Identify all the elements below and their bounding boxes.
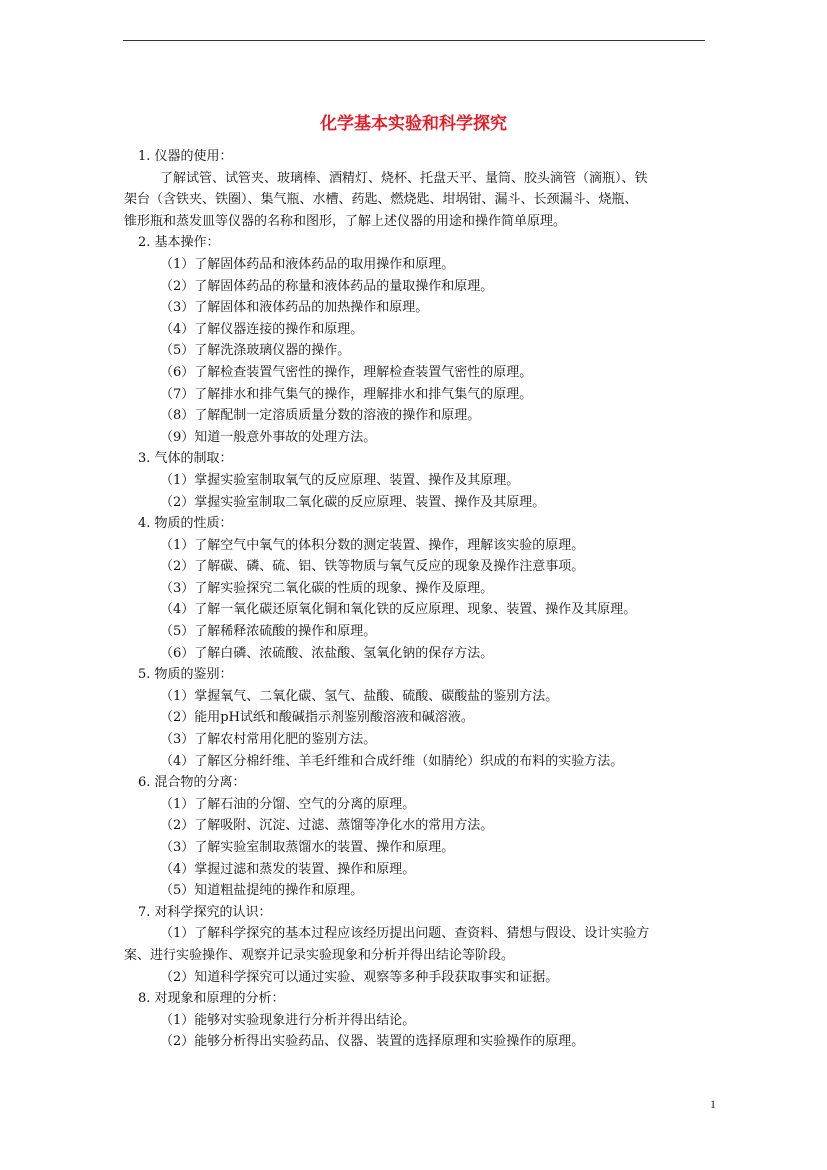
page-number: 1 xyxy=(710,1097,716,1111)
body-line: （5）了解稀释浓硫酸的操作和原理。 xyxy=(160,624,377,640)
body-line: （5）了解洗涤玻璃仪器的操作。 xyxy=(160,343,351,359)
body-line: （1）了解空气中氧气的体积分数的测定装置、操作，理解该实验的原理。 xyxy=(160,537,585,553)
section-heading: 8. 对现象和原理的分析： xyxy=(138,991,285,1007)
body-line: 了解试管、试管夹、玻璃棒、酒精灯、烧杯、托盘天平、量筒、胶头滴管（滴瓶）、铁 xyxy=(160,170,648,186)
section-heading: 1. 仪器的使用： xyxy=(138,149,233,164)
body-line: （9）知道一般意外事故的处理方法。 xyxy=(160,429,377,445)
body-line: （2）能用pH试纸和酸碱指示剂鉴别酸溶液和碱溶液。 xyxy=(160,710,474,726)
body-line: （4）了解仪器连接的操作和原理。 xyxy=(160,321,364,337)
body-line: 锥形瓶和蒸发皿等仪器的名称和图形，了解上述仪器的用途和操作简单原理。 xyxy=(124,213,567,229)
body-line: （1）掌握氧气、二氧化碳、氢气、盐酸、硫酸、碳酸盐的鉴别方法。 xyxy=(160,688,559,704)
section-heading: 4. 物质的性质： xyxy=(138,516,233,532)
body-line: （8）了解配制一定溶质质量分数的溶液的操作和原理。 xyxy=(160,408,481,424)
body-line: （5）知道粗盐提纯的操作和原理。 xyxy=(160,883,364,899)
body-line: （3）了解实验室制取蒸馏水的装置、操作和原理。 xyxy=(160,840,455,855)
body-line: （2）了解固体药品的称量和液体药品的量取操作和原理。 xyxy=(160,278,494,294)
body-line: （2）能够分析得出实验药品、仪器、装置的选择原理和实验操作的原理。 xyxy=(160,1034,585,1050)
body-line: 案、进行实验操作、观察并记录实验现象和分析并得出结论等阶段。 xyxy=(124,947,515,963)
body-line: （2）了解碳、磷、硫、铝、铁等物质与氧气反应的现象及操作注意事项。 xyxy=(160,559,585,575)
body-line: （4）了解一氧化碳还原氧化铜和氧化铁的反应原理、现象、装置、操作及其原理。 xyxy=(160,602,637,618)
body-line: 架台（含铁夹、铁圈）、集气瓶、水槽、药匙、燃烧匙、坩埚钳、漏斗、长颈漏斗、烧瓶、 xyxy=(124,192,638,208)
section-heading: 3. 气体的制取： xyxy=(138,451,233,467)
body-line: （2）掌握实验室制取二氧化碳的反应原理、装置、操作及其原理。 xyxy=(160,494,546,510)
section-heading: 7. 对科学探究的认识： xyxy=(138,904,272,920)
body-line: （2）了解吸附、沉淀、过滤、蒸馏等净化水的常用方法。 xyxy=(160,818,494,834)
body-line: （1）了解固体药品和液体药品的取用操作和原理。 xyxy=(160,256,455,272)
body-line: （1）掌握实验室制取氧气的反应原理、装置、操作及其原理。 xyxy=(160,472,520,488)
body-line: （2）知道科学探究可以通过实验、观察等多种手段获取事实和证据。 xyxy=(160,969,559,985)
body-line: （1）了解石油的分馏、空气的分离的原理。 xyxy=(160,796,416,812)
header-rule xyxy=(123,40,705,41)
body-line: （3）了解固体和液体药品的加热操作和原理。 xyxy=(160,300,429,316)
body-line: （4）了解区分棉纤维、羊毛纤维和合成纤维（如腈纶）织成的布料的实验方法。 xyxy=(160,753,624,769)
document-title: 化学基本实验和科学探究 xyxy=(320,114,507,134)
body-line: （7）了解排水和排气集气的操作，理解排水和排气集气的原理。 xyxy=(160,386,533,402)
body-line: （6）了解白磷、浓硫酸、浓盐酸、氢氧化钠的保存方法。 xyxy=(160,645,494,661)
body-line: （3）了解农村常用化肥的鉴别方法。 xyxy=(160,732,377,748)
section-heading: 2. 基本操作： xyxy=(138,235,220,251)
document-body xyxy=(124,146,713,1053)
body-line: （1）能够对实验现象进行分析并得出结论。 xyxy=(160,1012,416,1028)
body-line: （6）了解检查装置气密性的操作，理解检查装置气密性的原理。 xyxy=(160,364,533,380)
body-line: （3）了解实验探究二氧化碳的性质的现象、操作及原理。 xyxy=(160,580,494,596)
section-heading: 6. 混合物的分离： xyxy=(138,775,246,791)
body-line: （1）了解科学探究的基本过程应该经历提出问题、查资料、猜想与假设、设计实验方 xyxy=(160,926,650,942)
body-line: （4）掌握过滤和蒸发的装置、操作和原理。 xyxy=(160,861,416,877)
section-heading: 5. 物质的鉴别： xyxy=(138,667,233,683)
